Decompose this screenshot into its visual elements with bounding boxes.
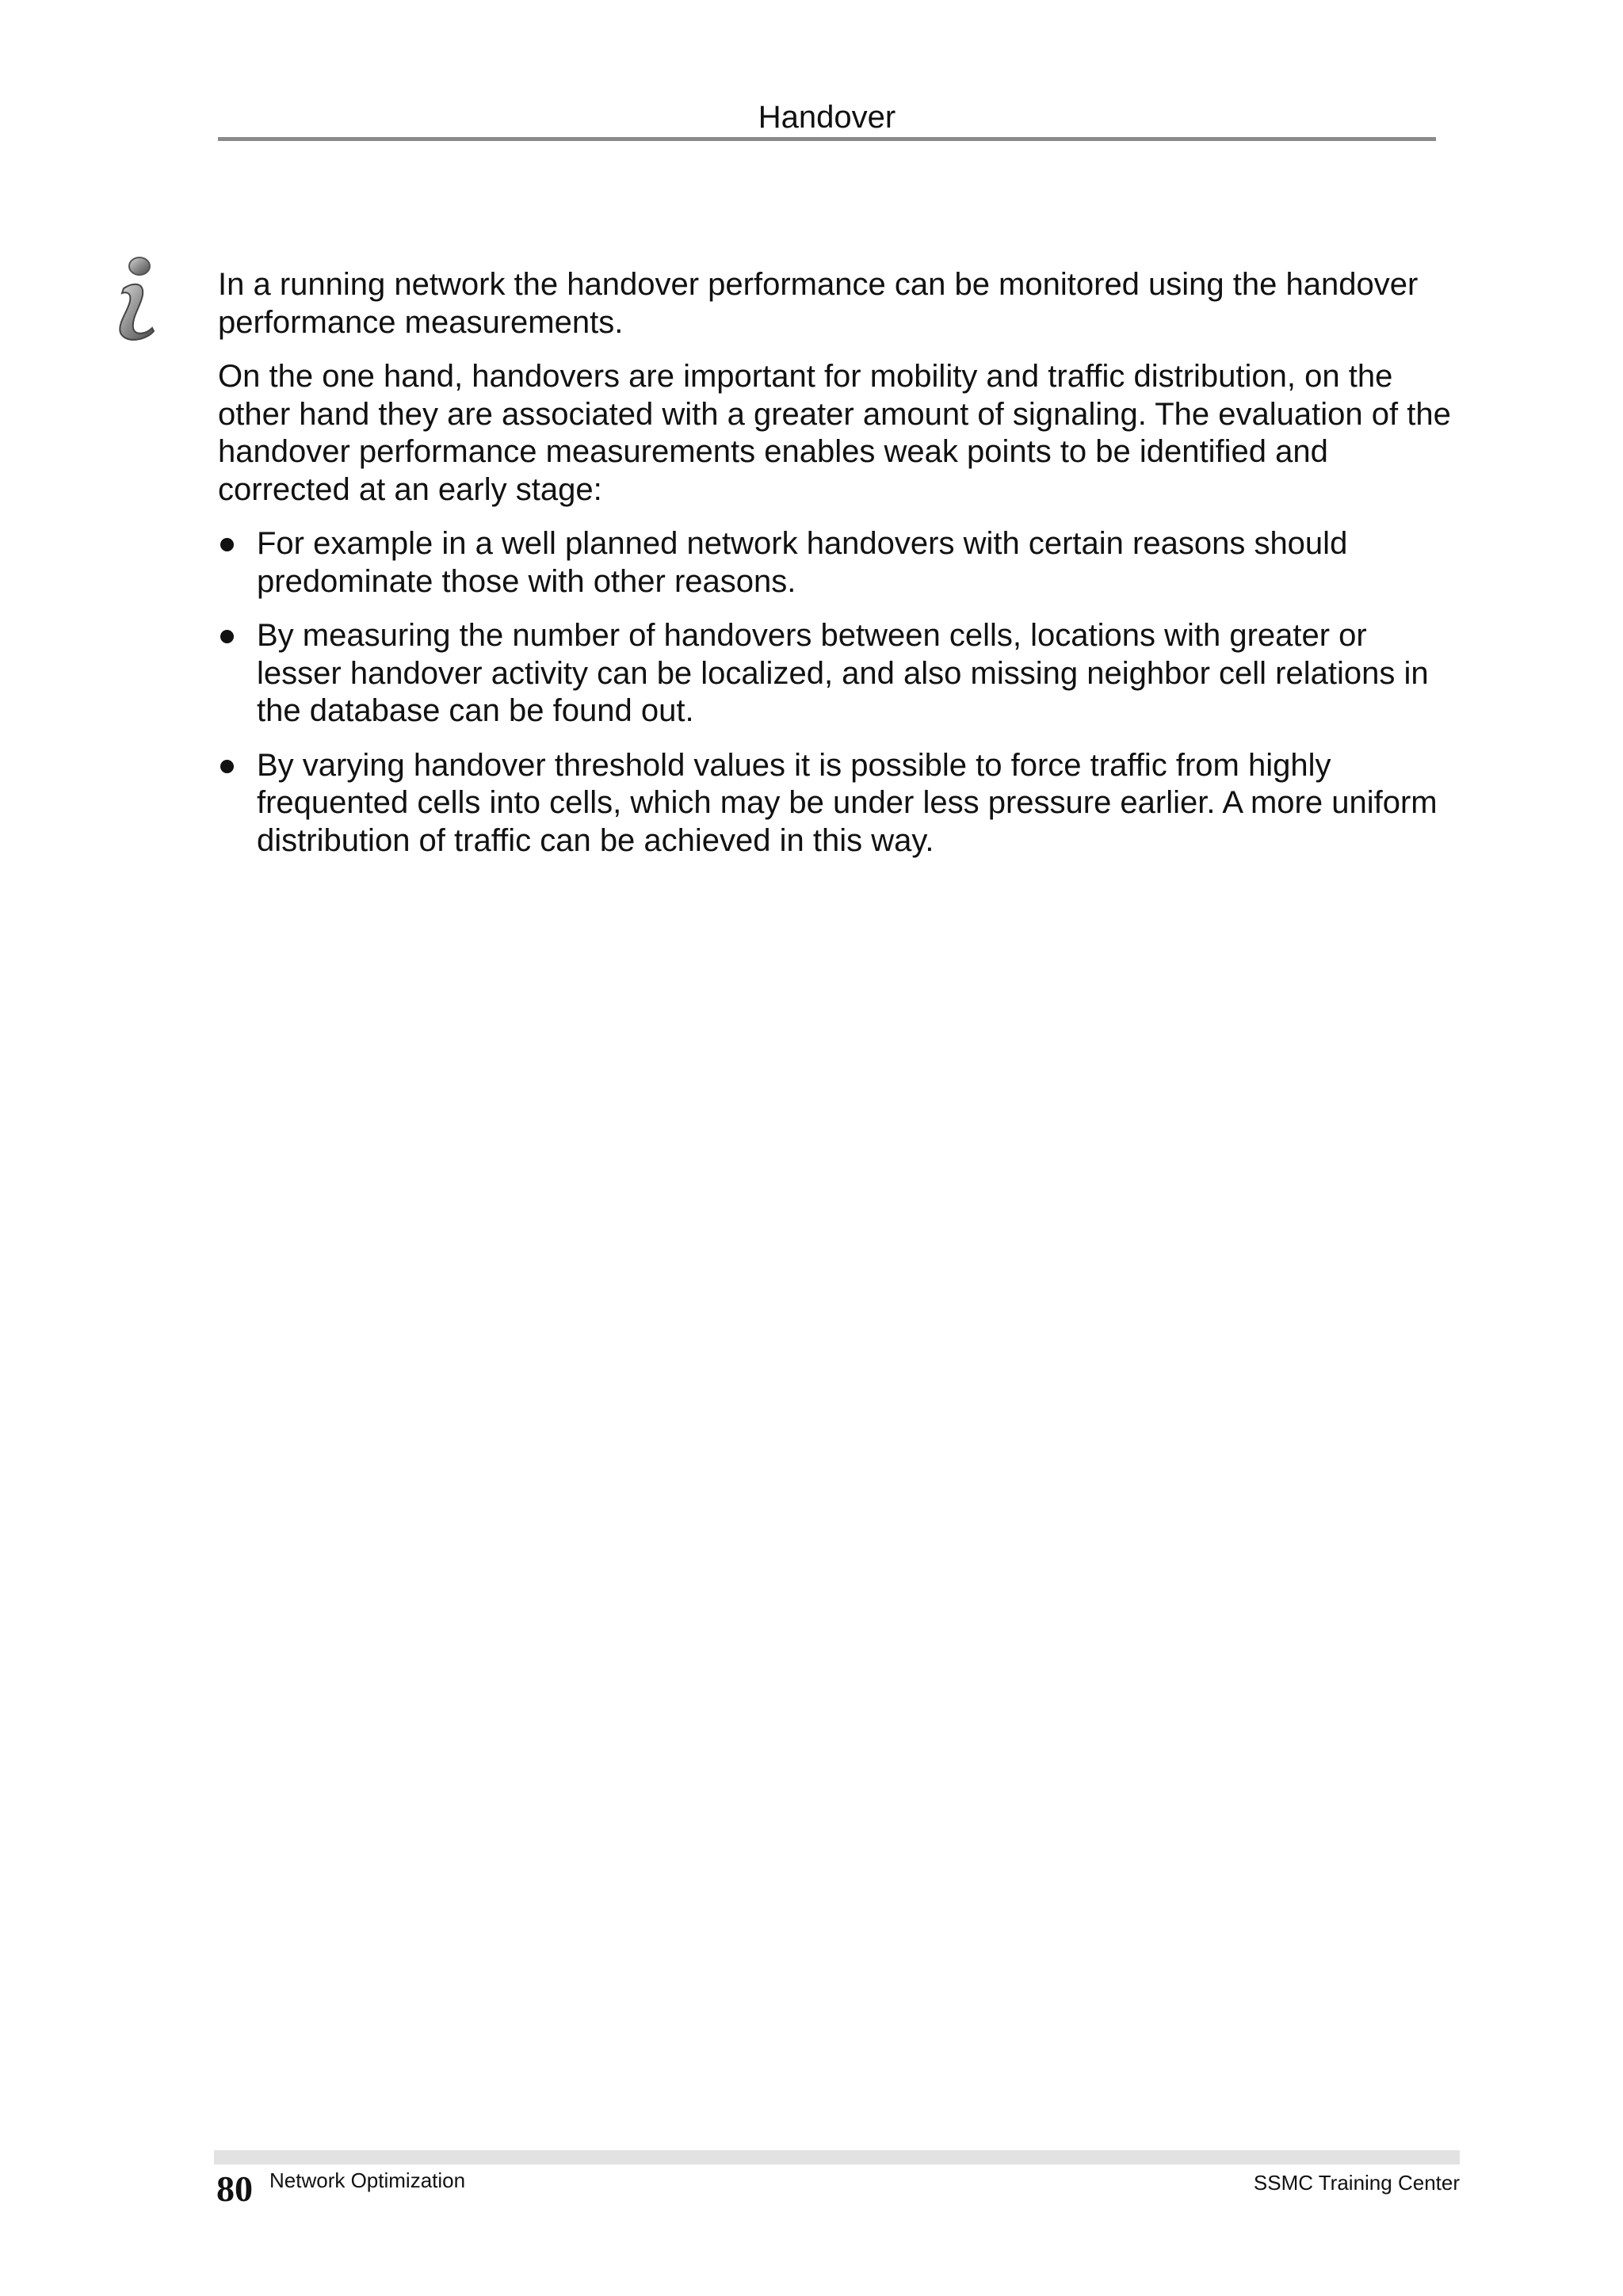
- list-item-text: By varying handover threshold values it is possible to force traffic from highly frequented cells into cells, which may be under less pressure earlier. A more uniform distribution of traffic can be achieved in this way.: [257, 747, 1438, 858]
- list-item: [218, 617, 1454, 730]
- bullet-list: [218, 525, 1454, 860]
- bullet-icon: [220, 538, 234, 551]
- list-item-text: By measuring the number of handovers between cells, locations with greater or lesser handover activity can be localized, and also missing neighbor cell relations in the database can be found out.: [257, 618, 1429, 728]
- list-item-text: For example in a well planned network handovers with certain reasons should predominate those with other reasons.: [257, 526, 1348, 599]
- header-divider: [218, 137, 1436, 141]
- paragraph: In a running network the handover performance can be monitored using the handover performance measurements.: [218, 267, 1419, 340]
- footer-publisher: SSMC Training Center: [1253, 2171, 1460, 2195]
- header-title-text: Handover: [758, 100, 896, 135]
- bullet-icon: [220, 760, 234, 773]
- footer-divider: [214, 2150, 1460, 2164]
- info-i-icon: [109, 255, 160, 344]
- list-item: [218, 525, 1454, 601]
- footer-document-title: Network Optimization: [269, 2168, 466, 2192]
- paragraph: On the one hand, handovers are important for mobility and traffic distribution, on the other hand they are associated with a greater amount of signaling. The evaluation of the handover performance measurements enables weak points to be identified and corrected at an early stage:: [218, 359, 1451, 507]
- body-text: [218, 266, 1454, 876]
- bullet-icon: [220, 630, 234, 643]
- page-header-title: [218, 98, 1436, 136]
- page-number: 80: [216, 2168, 253, 2209]
- list-item: [218, 747, 1454, 860]
